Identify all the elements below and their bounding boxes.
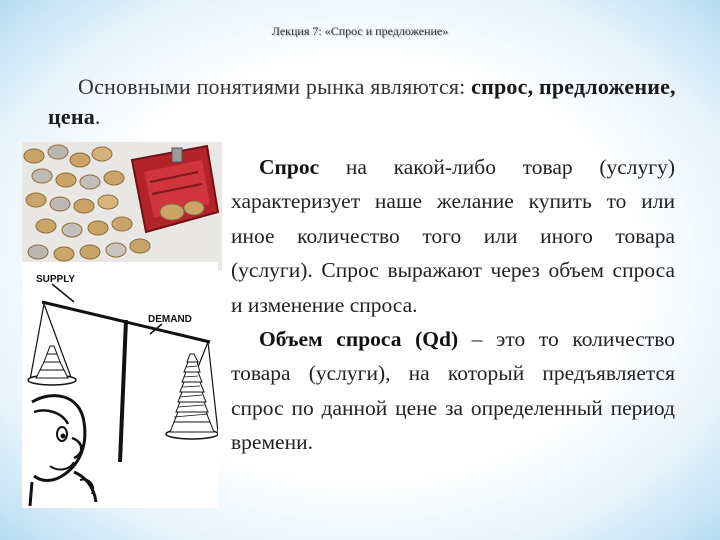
demand-volume-term: Объем спроса (Qd) bbox=[259, 327, 459, 352]
coins-wallet-image bbox=[22, 142, 222, 270]
slide-header: Лекция 7: «Спрос и предложение» bbox=[271, 24, 449, 38]
intro-end: . bbox=[94, 104, 101, 129]
coins-illustration bbox=[22, 142, 222, 270]
demand-term: Спрос bbox=[259, 155, 320, 179]
supply-label: SUPPLY bbox=[36, 274, 76, 285]
demand-definition: на какой-либо товар (услугу) характеризует наше желание купить то или иное количество того или иного товара (услуги). Спрос выражают через объем спроса и изменение спроса. bbox=[231, 155, 675, 317]
demand-label: DEMAND bbox=[148, 314, 192, 325]
demand-volume-definition: – это то количество товара (услуги), на который предъявляется спрос по данной цене за определенный период времени. bbox=[231, 327, 675, 455]
paragraph-demand-volume bbox=[231, 322, 675, 460]
supply-demand-scale-image bbox=[22, 262, 218, 508]
scale-illustration bbox=[22, 262, 218, 508]
body-text bbox=[231, 150, 675, 460]
intro-bold-terms: спрос, предложение, цена bbox=[48, 74, 676, 129]
intro-text bbox=[48, 72, 680, 132]
paragraph-demand bbox=[231, 150, 675, 322]
intro-lead: Основными понятиями рынка являются: bbox=[78, 74, 472, 99]
